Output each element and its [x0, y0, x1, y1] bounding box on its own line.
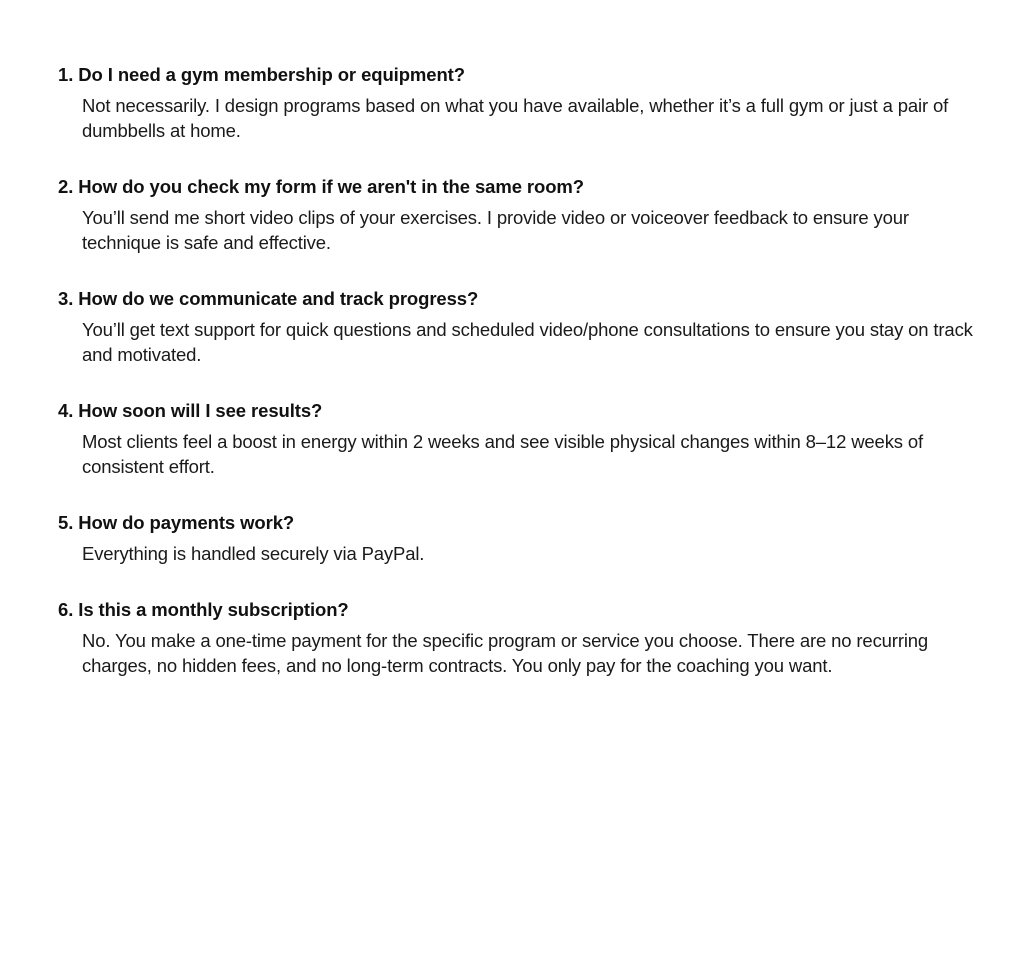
question-number: 5.: [58, 512, 74, 533]
question-text: How do we communicate and track progress?: [78, 288, 479, 309]
question-text: How do you check my form if we aren't in the same room?: [78, 176, 584, 197]
faq-answer: You’ll get text support for quick questions and scheduled video/phone consultations to ensure you stay on track and motivated.: [82, 319, 973, 365]
question-number: 6.: [58, 599, 74, 620]
faq-answer: Everything is handled securely via PayPal.: [82, 543, 425, 564]
faq-question: [58, 598, 978, 622]
faq-question: [58, 511, 978, 535]
faq-answer: Most clients feel a boost in energy within 2 weeks and see visible physical changes within 8–12 weeks of consistent effort.: [82, 431, 924, 477]
faq-answer: Not necessarily. I design programs based on what you have available, whether it’s a full gym or just a pair of dumbbells at home.: [82, 95, 949, 141]
faq-item: [58, 175, 978, 255]
question-text: How soon will I see results?: [78, 400, 323, 421]
faq-item: [58, 598, 978, 678]
question-text: Is this a monthly subscription?: [78, 599, 349, 620]
question-text: How do payments work?: [78, 512, 295, 533]
question-text: Do I need a gym membership or equipment?: [78, 64, 465, 85]
question-number: 1.: [58, 64, 74, 85]
faq-item: [58, 287, 978, 367]
faq-item: [58, 399, 978, 479]
faq-item: [58, 511, 978, 566]
faq-question: [58, 287, 978, 311]
question-number: 2.: [58, 176, 74, 197]
faq-question: [58, 175, 978, 199]
faq-answer: No. You make a one-time payment for the specific program or service you choose. There are no recurring charges, no hidden fees, and no long-term contracts. You only pay for the coaching you want.: [82, 630, 929, 676]
question-number: 3.: [58, 288, 74, 309]
question-number: 4.: [58, 400, 74, 421]
faq-item: [58, 63, 978, 143]
faq-question: [58, 399, 978, 423]
faq-answer: You’ll send me short video clips of your exercises. I provide video or voiceover feedback to ensure your technique is safe and effective.: [82, 207, 909, 253]
faq-question: [58, 63, 978, 87]
